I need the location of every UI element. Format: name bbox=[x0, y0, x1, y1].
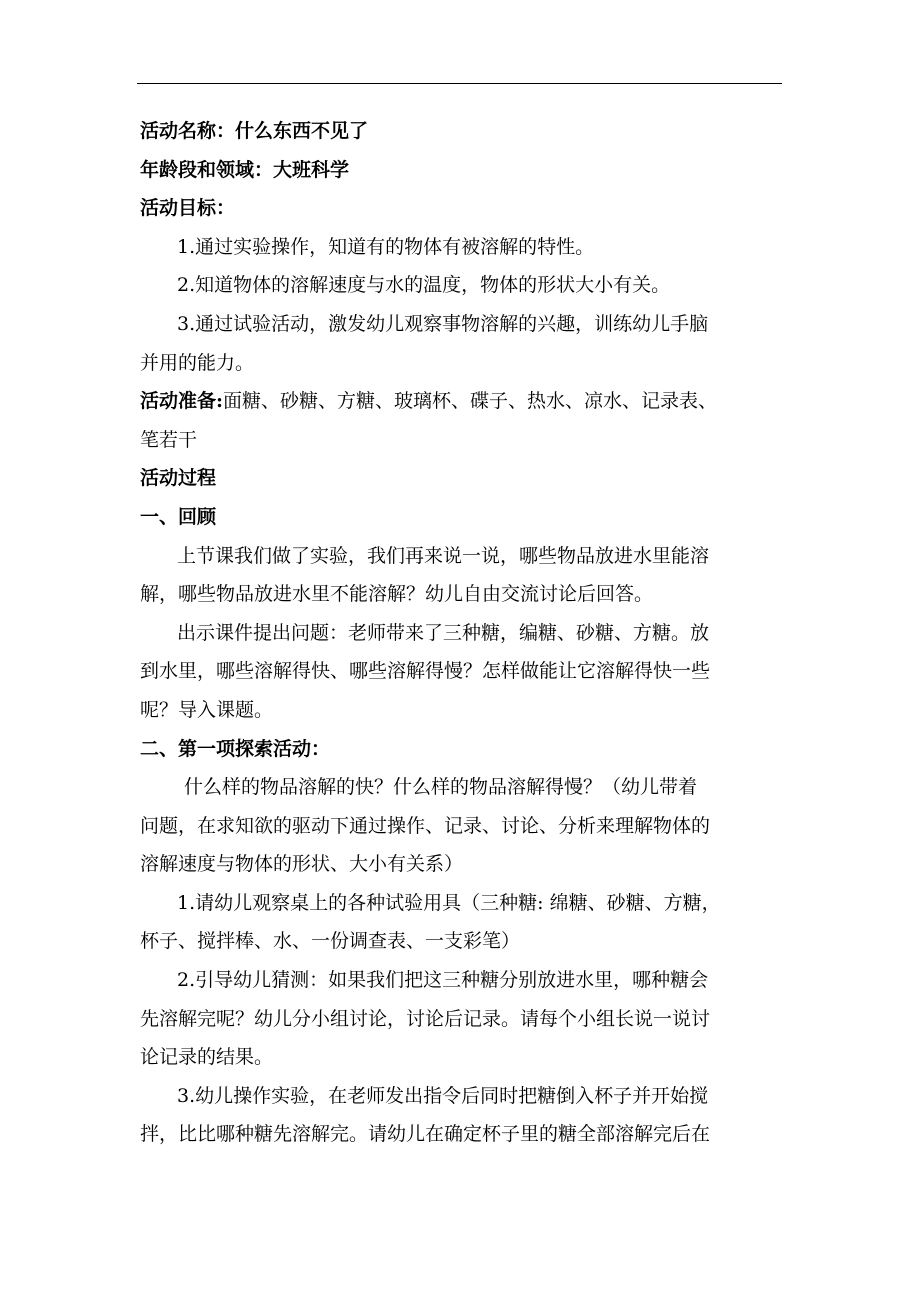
text-line bbox=[140, 1077, 782, 1116]
text-line bbox=[140, 1038, 782, 1077]
body-text: 先溶解完呢？幼儿分小组讨论，讨论后记录。请每个小组长说一说讨 bbox=[140, 1007, 711, 1030]
heading-text: 活动目标： bbox=[140, 197, 236, 220]
heading-text: 年龄段和领域：大班科学 bbox=[140, 158, 350, 181]
body-text: 1.通过实验操作，知道有的物体有被溶解的特性。 bbox=[177, 235, 595, 258]
body-text: 笔若干 bbox=[140, 428, 198, 451]
heading-text: 二、第一项探索活动： bbox=[140, 737, 331, 760]
body-text: 论记录的结果。 bbox=[140, 1046, 274, 1069]
body-text: 3.通过试验活动，激发幼儿观察事物溶解的兴趣，训练幼儿手脑 bbox=[177, 312, 709, 335]
body-text: 2.引导幼儿猜测：如果我们把这三种糖分别放进水里，哪种糖会 bbox=[177, 969, 709, 992]
text-line bbox=[140, 305, 782, 344]
text-line bbox=[140, 498, 782, 537]
body-text: 2.知道物体的溶解速度与水的温度，物体的形状大小有关。 bbox=[177, 274, 671, 297]
text-line bbox=[140, 1000, 782, 1039]
text-line bbox=[140, 1115, 782, 1154]
text-line bbox=[140, 112, 782, 151]
text-line bbox=[140, 266, 782, 305]
text-line bbox=[140, 344, 782, 383]
text-line bbox=[140, 614, 782, 653]
text-line bbox=[140, 575, 782, 614]
text-line bbox=[140, 151, 782, 190]
header-rule bbox=[137, 83, 782, 84]
text-line bbox=[140, 421, 782, 460]
document-body bbox=[140, 112, 782, 1154]
text-line bbox=[140, 961, 782, 1000]
body-text: 拌，比比哪种糖先溶解完。请幼儿在确定杯子里的糖全部溶解完后在 bbox=[140, 1123, 711, 1146]
heading-text: 一、回顾 bbox=[140, 505, 217, 528]
text-line bbox=[140, 189, 782, 228]
text-line bbox=[140, 459, 782, 498]
text-line bbox=[140, 382, 782, 421]
heading-text: 活动过程 bbox=[140, 467, 217, 490]
body-text: 溶解速度与物体的形状、大小有关系） bbox=[140, 853, 464, 876]
body-text: 出示课件提出问题：老师带来了三种糖，编糖、砂糖、方糖。放 bbox=[177, 621, 710, 644]
text-line bbox=[140, 228, 782, 267]
body-text: 什么样的物品溶解的快？什么样的物品溶解得慢？（幼儿带着 bbox=[184, 776, 698, 799]
text-line bbox=[140, 691, 782, 730]
body-text: 到水里，哪些溶解得快、哪些溶解得慢？怎样做能让它溶解得快一些 bbox=[140, 660, 711, 683]
body-text: 杯子、搅拌棒、水、一份调查表、一支彩笔） bbox=[140, 930, 521, 953]
text-line bbox=[140, 652, 782, 691]
heading-text: 活动准备: bbox=[140, 390, 224, 413]
text-line bbox=[140, 884, 782, 923]
body-text: 1.请幼儿观察桌上的各种试验用具（三种糖: 绵糖、砂糖、方糖， bbox=[177, 891, 721, 914]
body-text: 上节课我们做了实验，我们再来说一说，哪些物品放进水里能溶 bbox=[177, 544, 710, 567]
body-text: 呢？导入课题。 bbox=[140, 698, 274, 721]
body-text: 3.幼儿操作实验，在老师发出指令后同时把糖倒入杯子并开始搅 bbox=[177, 1084, 709, 1107]
text-line bbox=[140, 730, 782, 769]
text-line bbox=[140, 537, 782, 576]
text-line bbox=[140, 845, 782, 884]
text-line bbox=[140, 922, 782, 961]
body-text: 解，哪些物品放进水里不能溶解？幼儿自由交流讨论后回答。 bbox=[140, 583, 654, 606]
text-line bbox=[140, 807, 782, 846]
body-text: 问题，在求知欲的驱动下通过操作、记录、讨论、分析来理解物体的 bbox=[140, 814, 711, 837]
heading-text: 活动名称：什么东西不见了 bbox=[140, 120, 369, 142]
body-text: 面糖、砂糖、方糖、玻璃杯、碟子、热水、凉水、记录表、 bbox=[223, 390, 718, 413]
text-line bbox=[140, 768, 782, 807]
body-text: 并用的能力。 bbox=[140, 351, 255, 374]
